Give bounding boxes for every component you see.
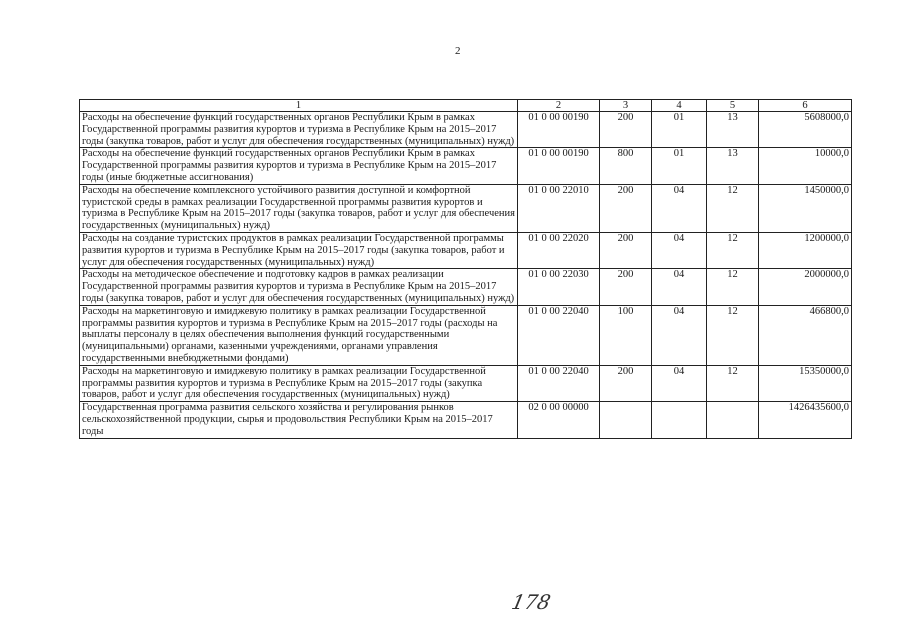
- row-col-5: 12: [707, 184, 759, 232]
- header-col-5: 5: [707, 100, 759, 112]
- row-col-3: 200: [600, 365, 652, 401]
- row-code: 01 0 00 22040: [518, 365, 600, 401]
- row-description: Расходы на маркетинговую и имиджевую политику в рамках реализации Государственной программы развития курортов и туризма в Республике Крым на 2015–2017 годы (расходы на выплаты персоналу в целях обеспечения выполнения функций государственными (муниципальными) органами, казенными учреждениями, органами управления государственными внебюджетными фондами): [80, 305, 518, 365]
- row-amount: 15350000,0: [759, 365, 852, 401]
- table-row: [80, 112, 852, 148]
- header-col-3: 3: [600, 100, 652, 112]
- row-description: Расходы на создание туристских продуктов в рамках реализации Государственной программы развития курортов и туризма в Республике Крым на 2015–2017 годы (закупка товаров, работ и услуг для обеспечения государственных (муниципальных) нужд): [80, 232, 518, 268]
- row-description: Расходы на обеспечение комплексного устойчивого развития доступной и комфортной туристской среды в рамках реализации Государственной программы развития курортов и туризма в Республике Крым на 2015–2017 годы (закупка товаров, работ и услуг для обеспечения государственных (муниципальных) нужд): [80, 184, 518, 232]
- row-description: Расходы на маркетинговую и имиджевую политику в рамках реализации Государственной программы развития курортов и туризма в Республике Крым на 2015–2017 годы (закупка товаров, работ и услуг для обеспечения государственных (муниципальных) нужд): [80, 365, 518, 401]
- row-code: 02 0 00 00000: [518, 402, 600, 438]
- row-col-3: 100: [600, 305, 652, 365]
- row-amount: 2000000,0: [759, 269, 852, 305]
- row-col-5: 12: [707, 305, 759, 365]
- row-code: 01 0 00 22040: [518, 305, 600, 365]
- row-amount: 1450000,0: [759, 184, 852, 232]
- row-amount: 5608000,0: [759, 112, 852, 148]
- row-code: 01 0 00 00190: [518, 148, 600, 184]
- table-row: [80, 148, 852, 184]
- row-description: Расходы на методическое обеспечение и подготовку кадров в рамках реализации Государственной программы развития курортов и туризма в Республике Крым на 2015–2017 годы (закупка товаров, работ и услуг для обеспечения государственных (муниципальных) нужд): [80, 269, 518, 305]
- row-description: Расходы на обеспечение функций государственных органов Республики Крым в рамках Государственной программы развития курортов и туризма в Республике Крым на 2015–2017 годы (иные бюджетные ассигнования): [80, 148, 518, 184]
- row-code: 01 0 00 00190: [518, 112, 600, 148]
- row-col-4: 04: [652, 365, 707, 401]
- row-col-4: 01: [652, 112, 707, 148]
- header-row: [80, 100, 852, 112]
- row-col-4: 04: [652, 305, 707, 365]
- row-col-3: 200: [600, 232, 652, 268]
- table-row: [80, 269, 852, 305]
- header-col-4: 4: [652, 100, 707, 112]
- row-col-3: [600, 402, 652, 438]
- row-col-5: 12: [707, 269, 759, 305]
- row-description: Расходы на обеспечение функций государственных органов Республики Крым в рамках Государственной программы развития курортов и туризма в Республике Крым на 2015–2017 годы (закупка товаров, работ и услуг для обеспечения государственных (муниципальных) нужд): [80, 112, 518, 148]
- header-col-2: 2: [518, 100, 600, 112]
- header-col-1: 1: [80, 100, 518, 112]
- row-col-5: 12: [707, 232, 759, 268]
- row-col-4: 04: [652, 232, 707, 268]
- row-code: 01 0 00 22030: [518, 269, 600, 305]
- row-amount: 10000,0: [759, 148, 852, 184]
- row-code: 01 0 00 22010: [518, 184, 600, 232]
- table-body: [80, 112, 852, 439]
- row-col-3: 200: [600, 112, 652, 148]
- row-col-4: [652, 402, 707, 438]
- row-amount: 1200000,0: [759, 232, 852, 268]
- row-code: 01 0 00 22020: [518, 232, 600, 268]
- table-row: [80, 402, 852, 438]
- row-col-3: 800: [600, 148, 652, 184]
- row-col-5: [707, 402, 759, 438]
- row-col-3: 200: [600, 184, 652, 232]
- table-row: [80, 184, 852, 232]
- table-row: [80, 232, 852, 268]
- row-col-5: 12: [707, 365, 759, 401]
- table-header: [80, 100, 852, 112]
- row-amount: 466800,0: [759, 305, 852, 365]
- table-row: [80, 305, 852, 365]
- row-description: Государственная программа развития сельского хозяйства и регулирования рынков сельскохозяйственной продукции, сырья и продовольствия Республики Крым на 2015–2017 годы: [80, 402, 518, 438]
- row-col-4: 04: [652, 184, 707, 232]
- row-col-5: 13: [707, 148, 759, 184]
- row-col-3: 200: [600, 269, 652, 305]
- row-col-4: 04: [652, 269, 707, 305]
- budget-table: [79, 99, 852, 439]
- page-number: 2: [455, 45, 461, 57]
- handwritten-page-note: 178: [509, 590, 553, 614]
- row-col-4: 01: [652, 148, 707, 184]
- header-col-6: 6: [759, 100, 852, 112]
- table-row: [80, 365, 852, 401]
- row-col-5: 13: [707, 112, 759, 148]
- row-amount: 1426435600,0: [759, 402, 852, 438]
